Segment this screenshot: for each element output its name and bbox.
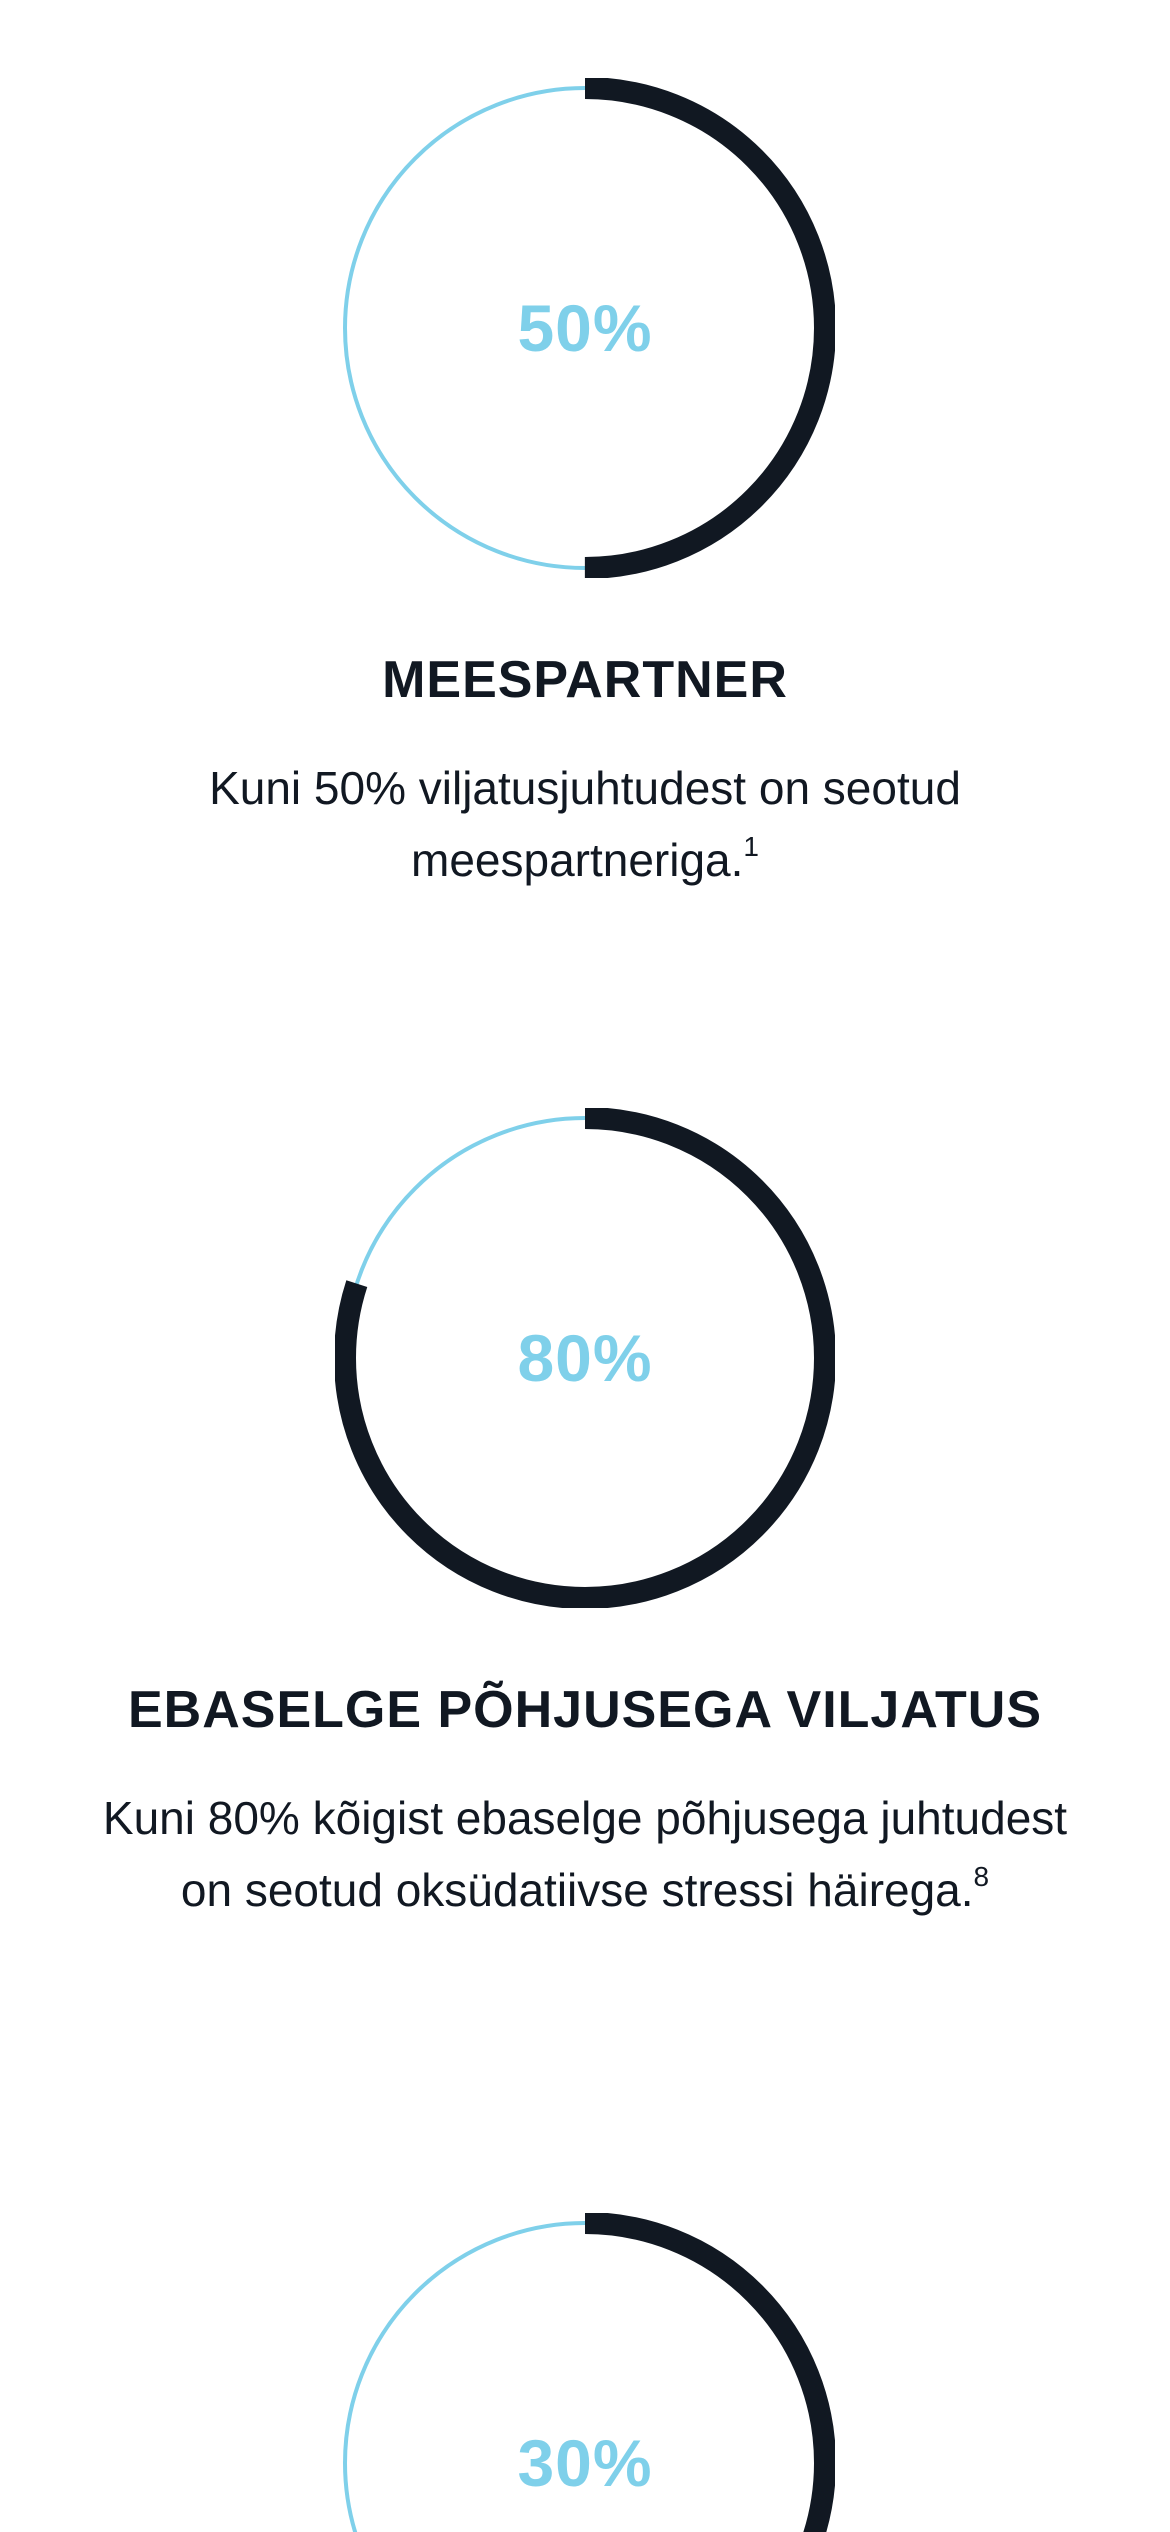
progress-percentage: 30% (517, 2426, 653, 2500)
stat-description-text: Kuni 80% kõigist ebaselge põhjusega juhtudest on seotud oksüdatiivse stressi häirega. (102, 1792, 1068, 1916)
progress-ring (335, 78, 835, 578)
stat-description (85, 752, 1085, 896)
stat-description (85, 1782, 1085, 1926)
stat-block-third (0, 2135, 1170, 2532)
stat-description-text: Kuni 50% viljatusjuhtudest on seotud meespartneriga. (209, 762, 961, 886)
stat-block-unexplained-infertility (0, 1030, 1170, 2080)
progress-ring (335, 1108, 835, 1608)
stat-title: EBASELGE PÕHJUSEGA VILJATUS (127, 1681, 1043, 1739)
footnote-marker[interactable]: 8 (973, 1860, 990, 1892)
stat-title: MEESPARTNER (382, 651, 788, 709)
progress-percentage: 80% (517, 1321, 653, 1395)
stat-block-male-partner (0, 0, 1170, 950)
footnote-marker[interactable]: 1 (743, 830, 759, 862)
progress-ring (335, 2213, 835, 2532)
progress-percentage: 50% (517, 291, 653, 365)
